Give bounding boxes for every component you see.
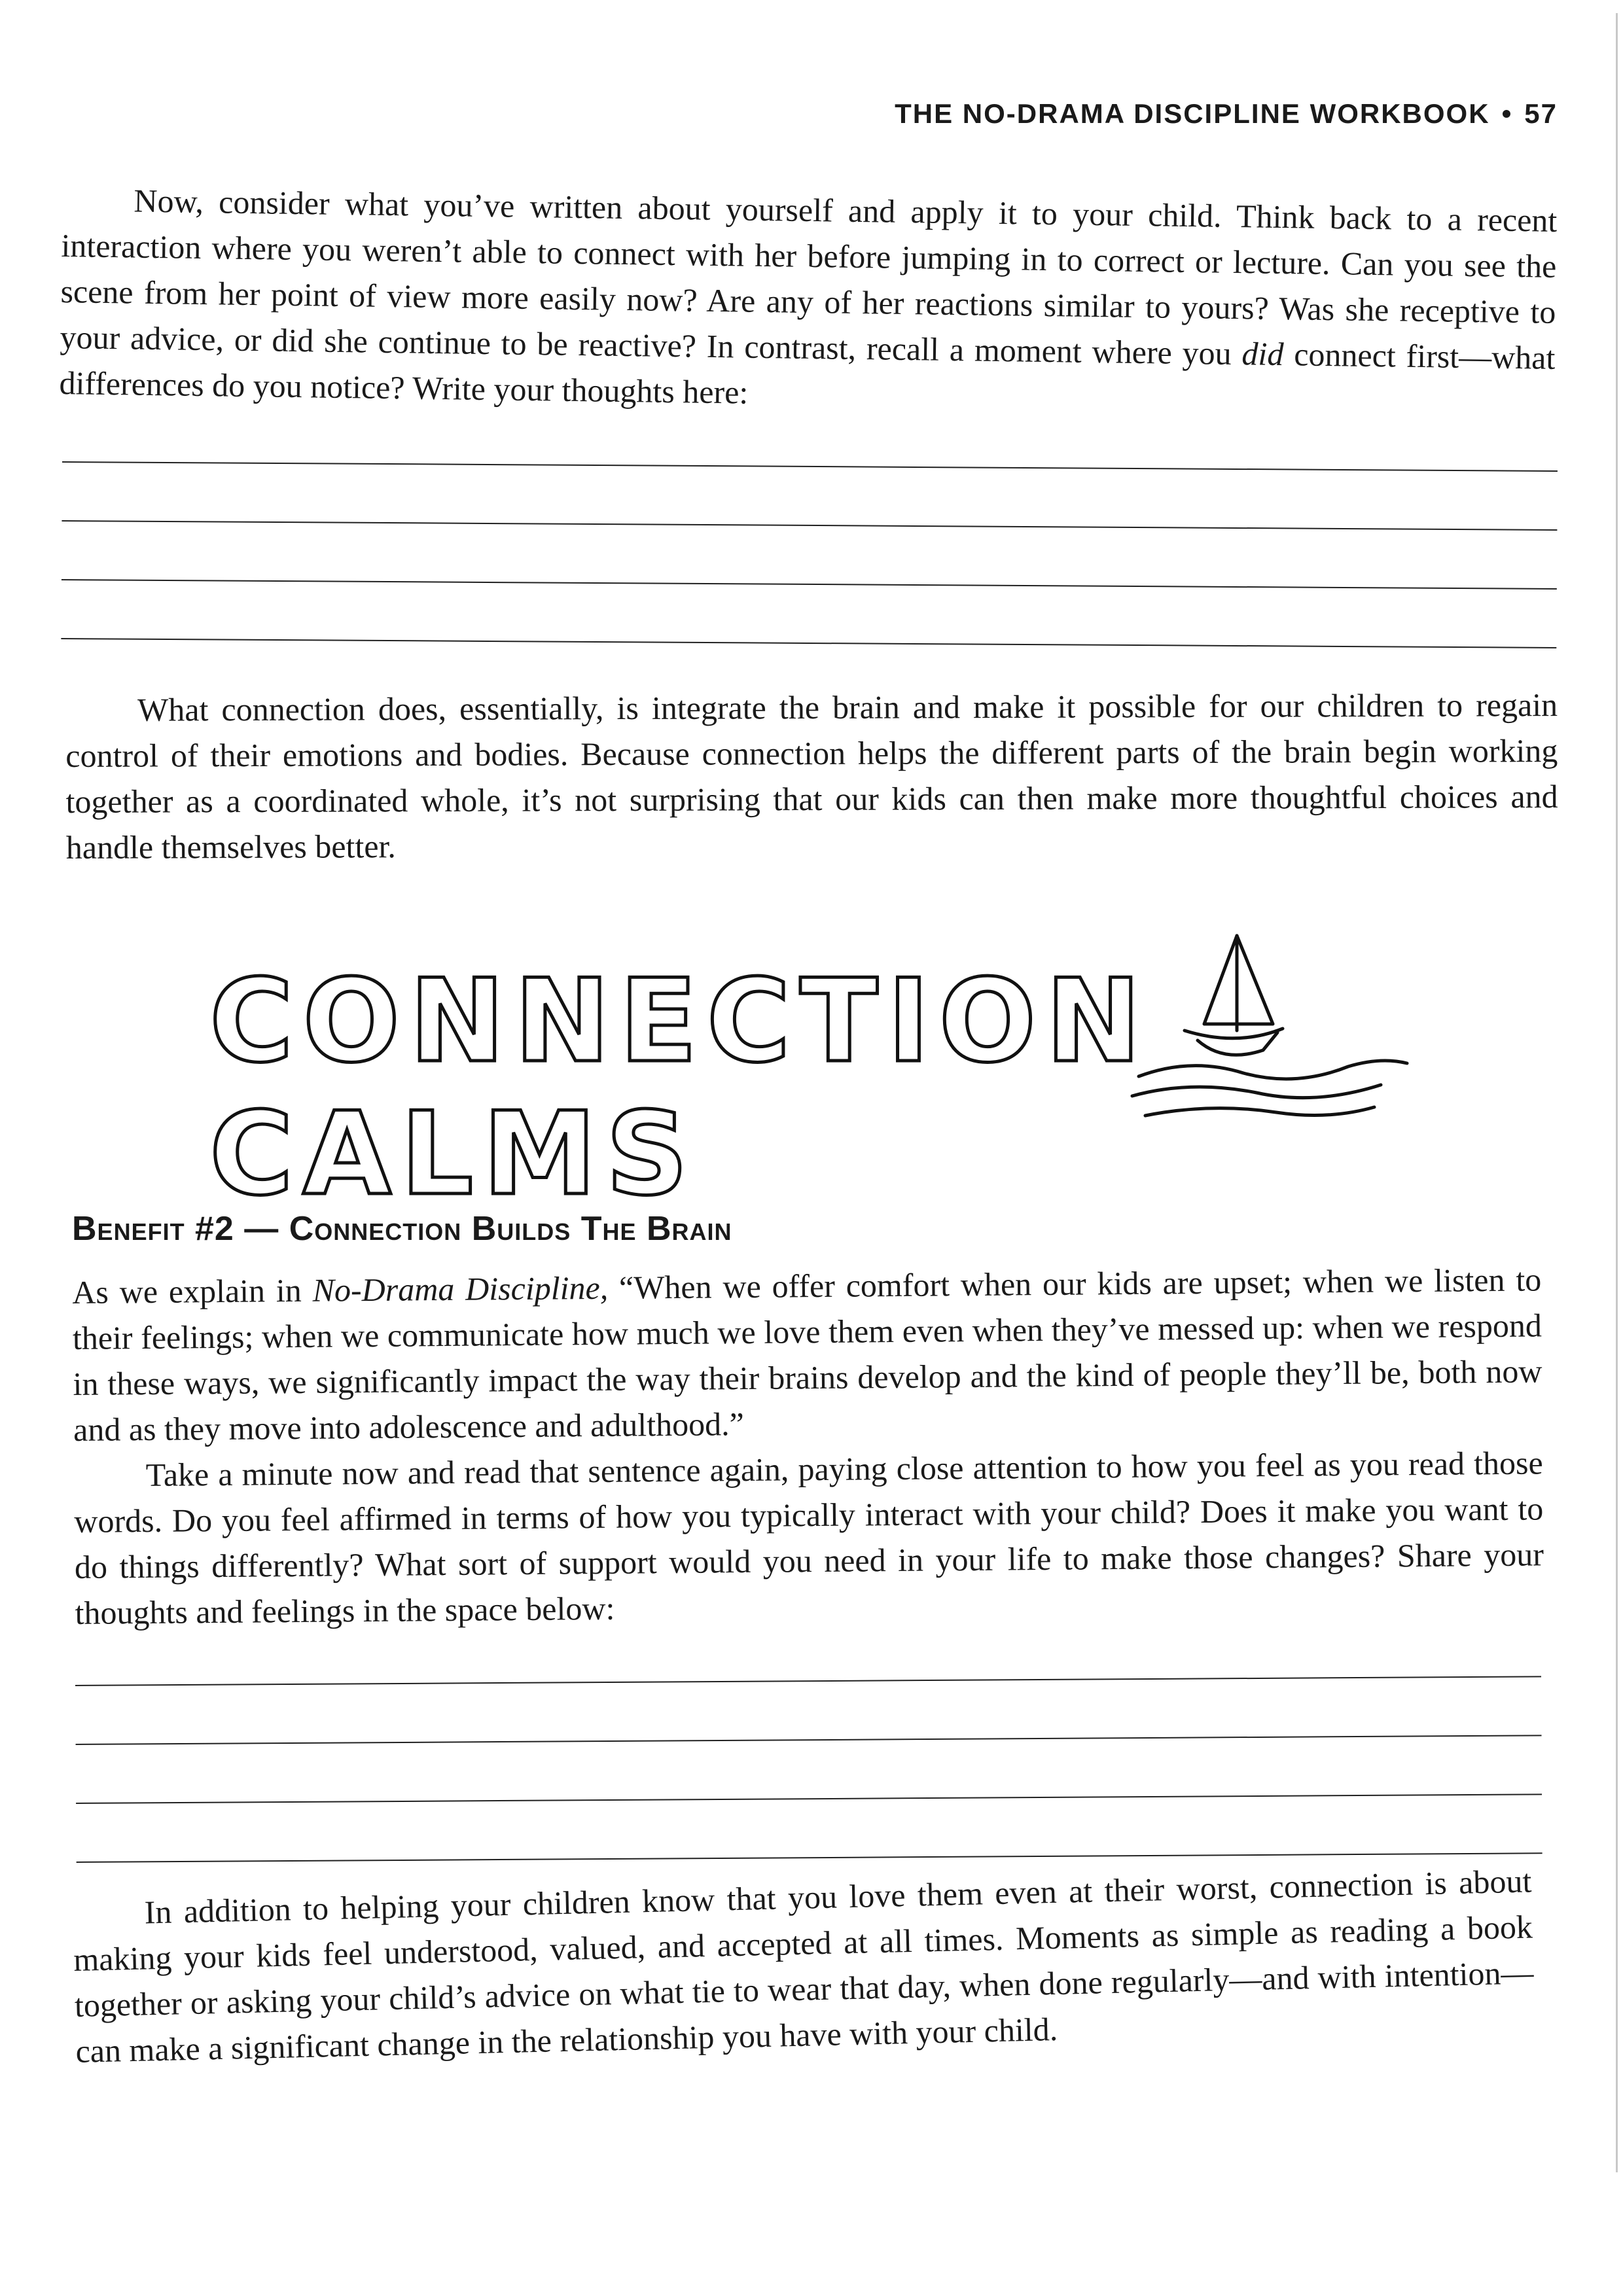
section-heading-benefit-2: Benefit #2 — Connection Builds The Brain	[72, 1210, 732, 1248]
quote-text: “When we offer comfort when our kids are upset; when we listen to their feelings; when we communicate how much we love them even when they’ve messed up: when we respond in these ways, we significantly impact the way their brains develop and the kind of people they’ll be, both now and as they move into adolescence and adulthood.”	[72, 1261, 1543, 1448]
header-separator: •	[1501, 98, 1513, 129]
sailboat-on-waves-icon	[1106, 916, 1433, 1132]
reflection-paragraph	[59, 177, 1558, 427]
closing-paragraph: In addition to helping your children know that you love them even at their worst, connection is about making your kids feel understood, valued, and accepted at all times. Moments as simple as reading a book together or asking your child’s advice on what tie to wear that day, when done regularly—and with intention—can make a significant change in the relationship you have with your child.	[73, 1862, 1535, 2070]
connection-paragraph: What connection does, essentially, is integrate the brain and make it possible for our children to regain control of their emotions and bodies. Because connection helps the different parts of the brain begin working together as a coordinated whole, it’s not surprising that our kids can then make more thoughtful choices and handle themselves better.	[65, 686, 1558, 866]
reflection-text-start: Now, consider what you’ve written about yourself and apply it to your child. Think back to a recent interaction where you weren’t able to connect with her before jumping in to correct or lecture. Can you see the scene from her point of view more easily now? Are any of her reactions similar to yours? Was she receptive to your advice, or did she continue to be reactive? In contrast, recall a moment where you	[60, 182, 1558, 372]
reflection-prompt	[59, 177, 1558, 427]
writing-line[interactable]	[61, 638, 1556, 648]
running-head	[895, 98, 1558, 130]
connection-calms-lettering: CONNECTION CALMS	[209, 955, 1150, 1221]
reflection-emphasis: did	[1241, 335, 1284, 373]
book-title: THE NO-DRAMA DISCIPLINE WORKBOOK	[895, 98, 1490, 129]
benefit-2-body	[72, 1256, 1544, 1636]
benefit-prompt-paragraph: Take a minute now and read that sentence again, paying close attention to how you feel as you read those words. Do you feel affirmed in terms of how you typically interact with your child? Does it make you want to do things differently? What sort of support would you need in your life to make those changes? Share your thoughts and feelings in the space below:	[74, 1444, 1544, 1631]
writing-line[interactable]	[76, 1793, 1542, 1804]
writing-line[interactable]	[77, 1852, 1543, 1863]
book-title-reference: No-Drama Discipline,	[312, 1269, 609, 1309]
quote-intro: As we explain in	[72, 1271, 313, 1311]
writing-line[interactable]	[62, 520, 1557, 531]
page-edge-shadow	[1616, 13, 1618, 2172]
page-number: 57	[1524, 98, 1558, 129]
writing-lines-1[interactable]	[61, 461, 1558, 706]
writing-line[interactable]	[76, 1735, 1542, 1745]
writing-line[interactable]	[62, 579, 1557, 590]
reflection-text-end: connect first—what differences do you notice? Write your thoughts here:	[59, 336, 1556, 411]
writing-line[interactable]	[62, 461, 1558, 472]
connection-calms-illustration	[209, 916, 1453, 1221]
writing-line[interactable]	[75, 1676, 1541, 1686]
closing-text	[72, 1858, 1535, 2074]
benefit-quote-paragraph	[72, 1256, 1543, 1453]
connection-explanation	[65, 682, 1558, 870]
